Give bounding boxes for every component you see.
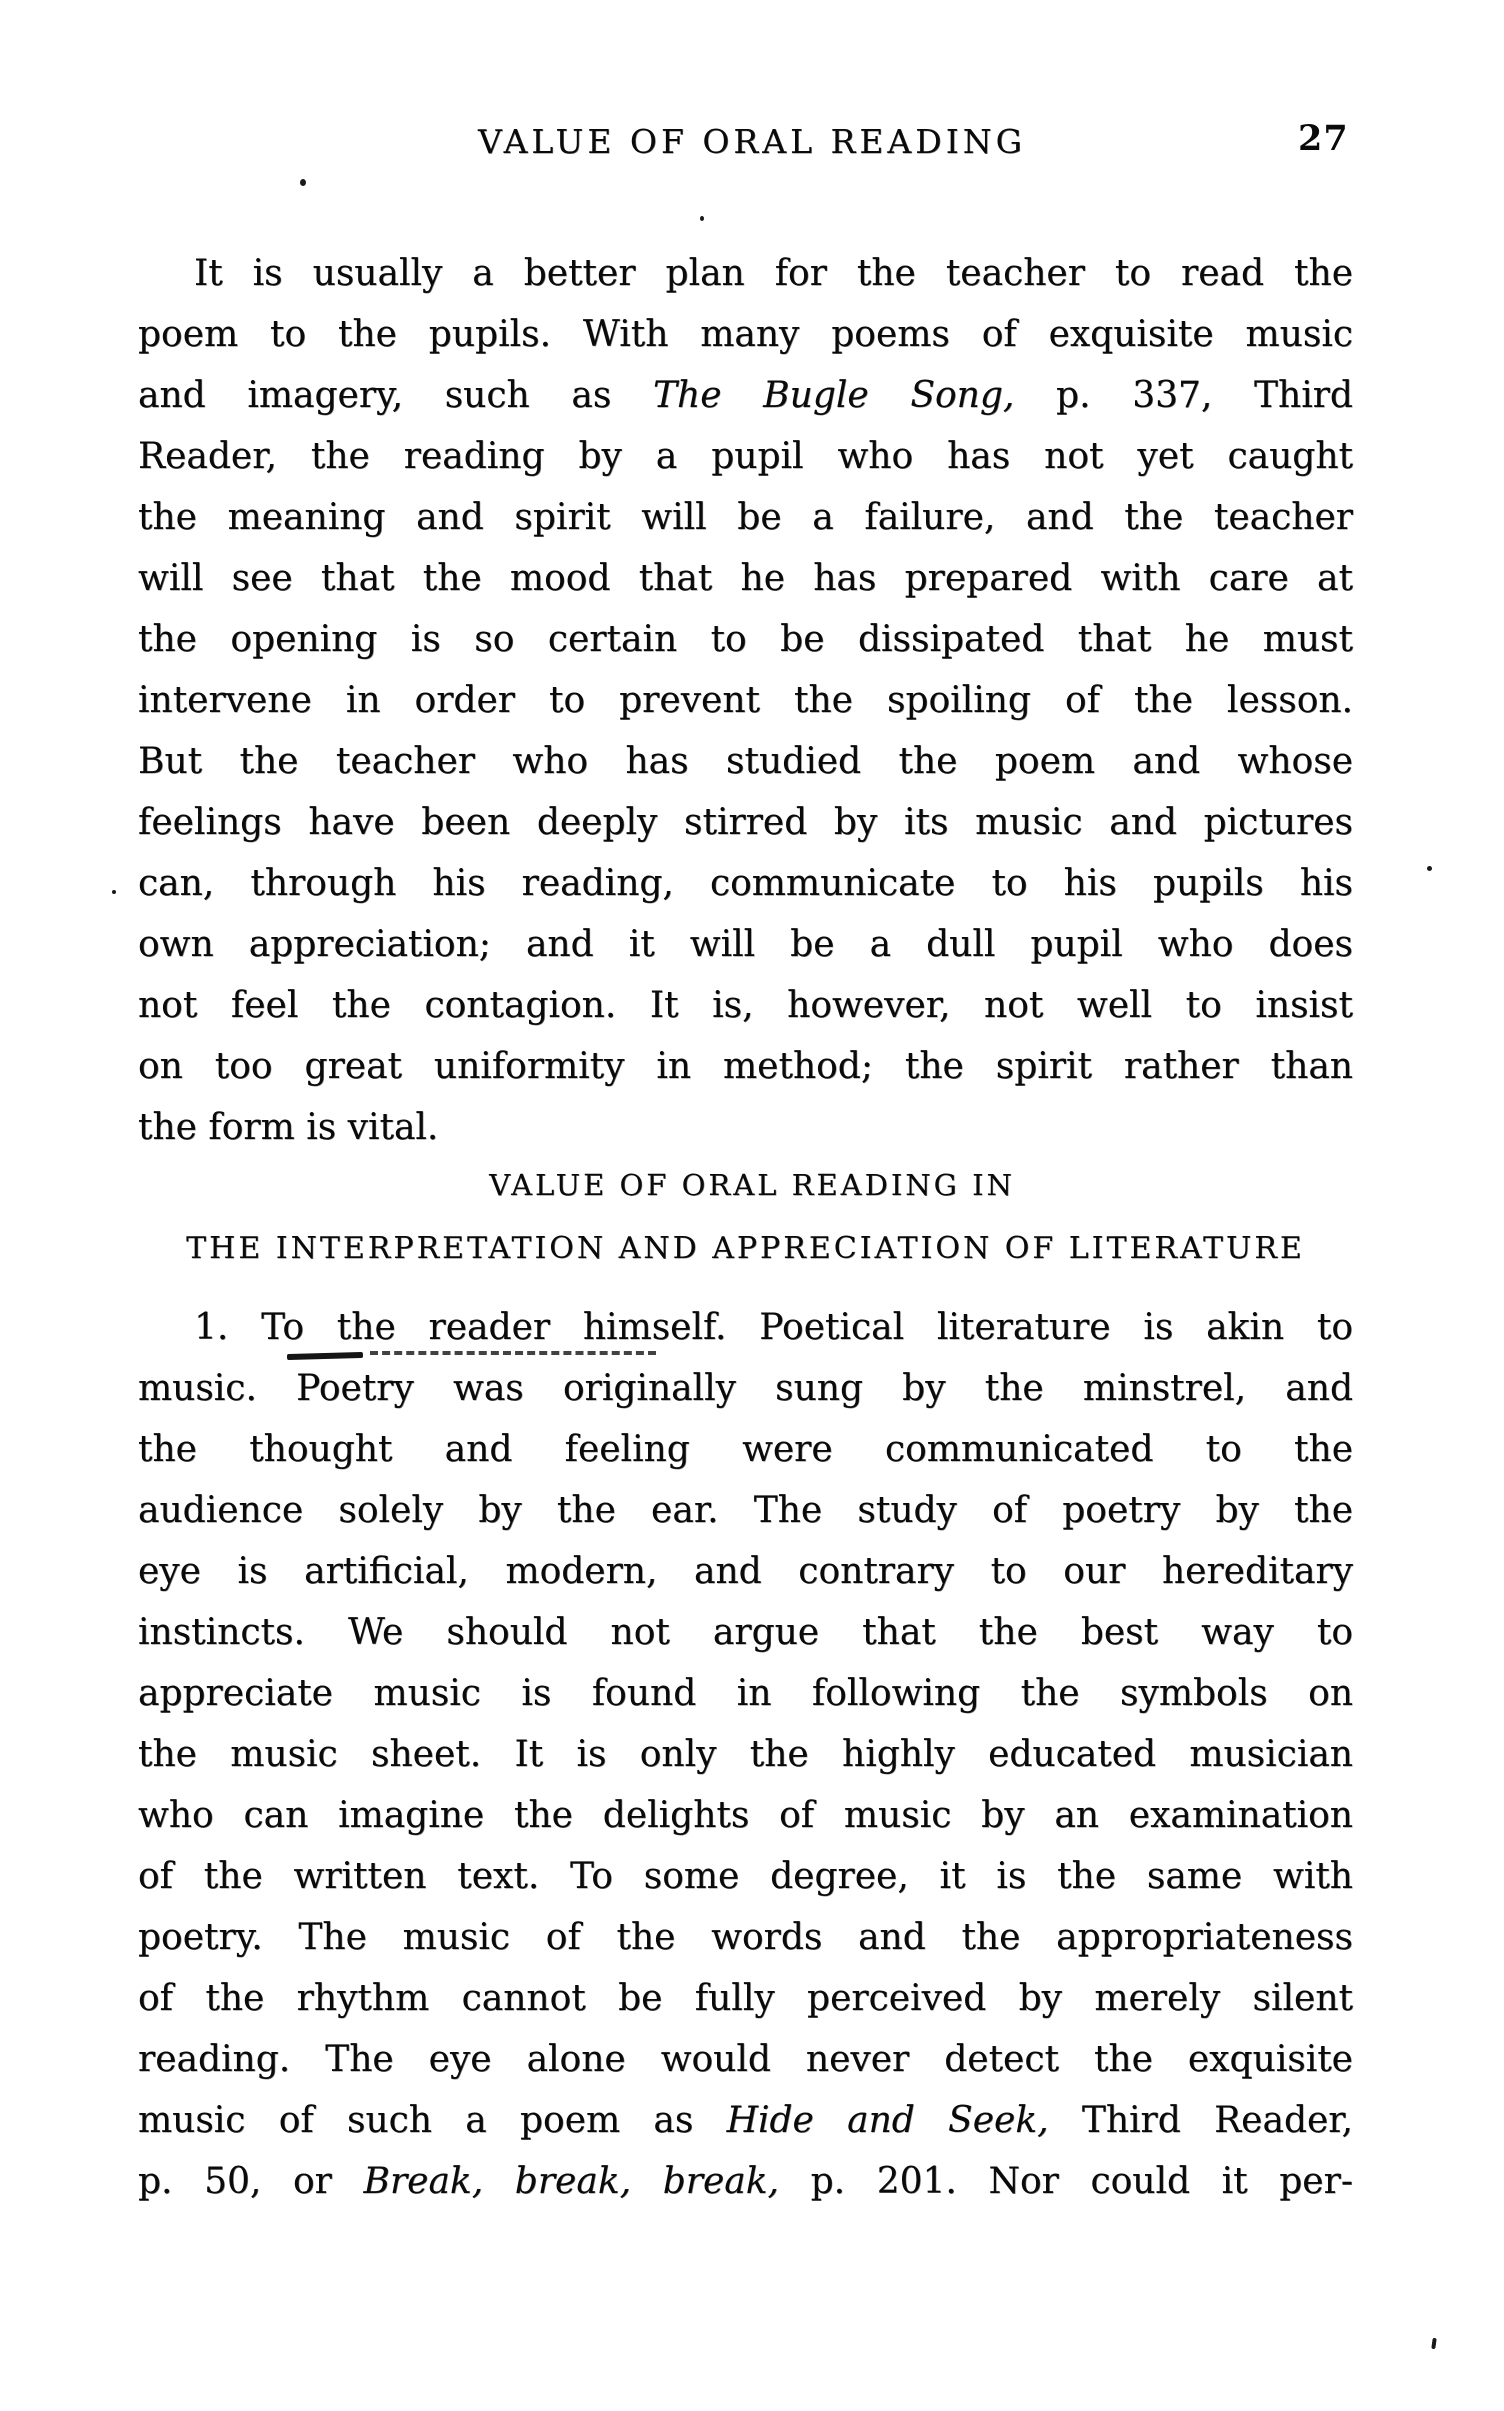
section-heading-line1: VALUE OF ORAL READING IN	[489, 1168, 1015, 1202]
text-line	[138, 1846, 1353, 1907]
text-line	[138, 1419, 1353, 1480]
body-text: audience solely by the ear. The study of poetry by the	[138, 1490, 1353, 1531]
body-text: the music sheet. It is only the highly educated musician	[138, 1734, 1353, 1775]
body-text: appreciate music is found in following the symbols on	[138, 1673, 1353, 1714]
paragraph-teacher-reading	[138, 243, 1353, 1158]
italic-title-text: Hide and Seek,	[726, 2100, 1049, 2141]
text-line	[138, 731, 1353, 792]
text-line	[138, 365, 1353, 426]
scan-speck	[112, 890, 116, 894]
italic-title-text: Break, break, break,	[363, 2161, 779, 2202]
paragraph-reader-himself	[138, 1297, 1353, 2212]
text-line	[138, 1968, 1353, 2029]
text-line	[138, 609, 1353, 670]
body-text: will see that the mood that he has prepared with care at	[138, 558, 1353, 599]
body-text: of the rhythm cannot be fully perceived by merely silent	[138, 1978, 1353, 2019]
text-line	[138, 1358, 1353, 1419]
text-line	[138, 1541, 1353, 1602]
page-number: 27	[1298, 118, 1349, 159]
body-text: not feel the contagion. It is, however, not well to insist	[138, 985, 1353, 1026]
text-line	[138, 1297, 1353, 1358]
text-line	[138, 304, 1353, 365]
text-line	[138, 914, 1353, 975]
text-line	[138, 1663, 1353, 1724]
text-line	[138, 243, 1353, 304]
body-text: the form is vital.	[138, 1107, 439, 1148]
text-line	[138, 2029, 1353, 2090]
body-text: and imagery, such as	[138, 375, 653, 416]
page-title: VALUE OF ORAL READING	[478, 122, 1026, 161]
body-text: music. Poetry was originally sung by the minstrel, and	[138, 1368, 1353, 1409]
body-text: on too great uniformity in method; the spirit rather than	[138, 1046, 1353, 1087]
text-line	[138, 2090, 1353, 2151]
scan-speck	[700, 216, 704, 221]
text-line	[138, 548, 1353, 609]
scan-speck	[1427, 866, 1432, 871]
text-line	[138, 426, 1353, 487]
body-text: who can imagine the delights of music by an examination	[138, 1795, 1353, 1836]
section-heading-line2: THE INTERPRETATION AND APPRECIATION OF LITERATURE	[186, 1231, 1305, 1266]
text-line	[138, 853, 1353, 914]
text-line	[138, 975, 1353, 1036]
body-text: can, through his reading, communicate to his pupils his	[138, 863, 1353, 904]
body-text: the thought and feeling were communicated to the	[138, 1429, 1353, 1470]
text-line	[138, 792, 1353, 853]
body-text: It is usually a better plan for the teacher to read the	[194, 253, 1353, 294]
body-text: own appreciation; and it will be a dull pupil who does	[138, 924, 1353, 965]
italic-title-text: The Bugle Song,	[653, 375, 1015, 416]
text-line	[138, 487, 1353, 548]
body-text: poetry. The music of the words and the appropriateness	[138, 1917, 1353, 1958]
text-line	[138, 1907, 1353, 1968]
body-text: of the written text. To some degree, it is the same with	[138, 1856, 1353, 1897]
body-text: the opening is so certain to be dissipated that he must	[138, 619, 1353, 660]
text-line	[138, 670, 1353, 731]
body-text: p. 201. Nor could it per-	[778, 2161, 1353, 2202]
text-line	[138, 1785, 1353, 1846]
body-text: poem to the pupils. With many poems of exquisite music	[138, 314, 1353, 355]
text-line	[138, 1097, 1353, 1158]
text-line	[138, 1036, 1353, 1097]
text-line	[138, 1480, 1353, 1541]
body-text: 1. To the reader himself. Poetical literature is akin to	[194, 1307, 1353, 1348]
body-text: eye is artificial, modern, and contrary to our hereditary	[138, 1551, 1353, 1592]
body-text: instincts. We should not argue that the best way to	[138, 1612, 1353, 1653]
body-text: feelings have been deeply stirred by its music and pictures	[138, 802, 1353, 843]
body-text: p. 50, or	[138, 2161, 364, 2202]
text-line	[138, 2151, 1353, 2212]
body-text: Reader, the reading by a pupil who has not yet caught	[138, 436, 1353, 477]
body-text: p. 337, Third	[1014, 375, 1353, 416]
scan-speck	[300, 179, 306, 186]
text-line	[138, 1602, 1353, 1663]
body-text: Third Reader,	[1048, 2100, 1353, 2141]
text-line	[138, 1724, 1353, 1785]
body-text: music of such a poem as	[138, 2100, 727, 2141]
scan-speck	[1431, 2338, 1436, 2349]
body-text: But the teacher who has studied the poem and whose	[138, 741, 1353, 782]
body-text: intervene in order to prevent the spoiling of the lesson.	[138, 680, 1353, 721]
body-text: the meaning and spirit will be a failure, and the teacher	[138, 497, 1353, 538]
body-text: reading. The eye alone would never detect the exquisite	[138, 2039, 1353, 2080]
scan-artifact-underline-dashed	[370, 1351, 656, 1355]
